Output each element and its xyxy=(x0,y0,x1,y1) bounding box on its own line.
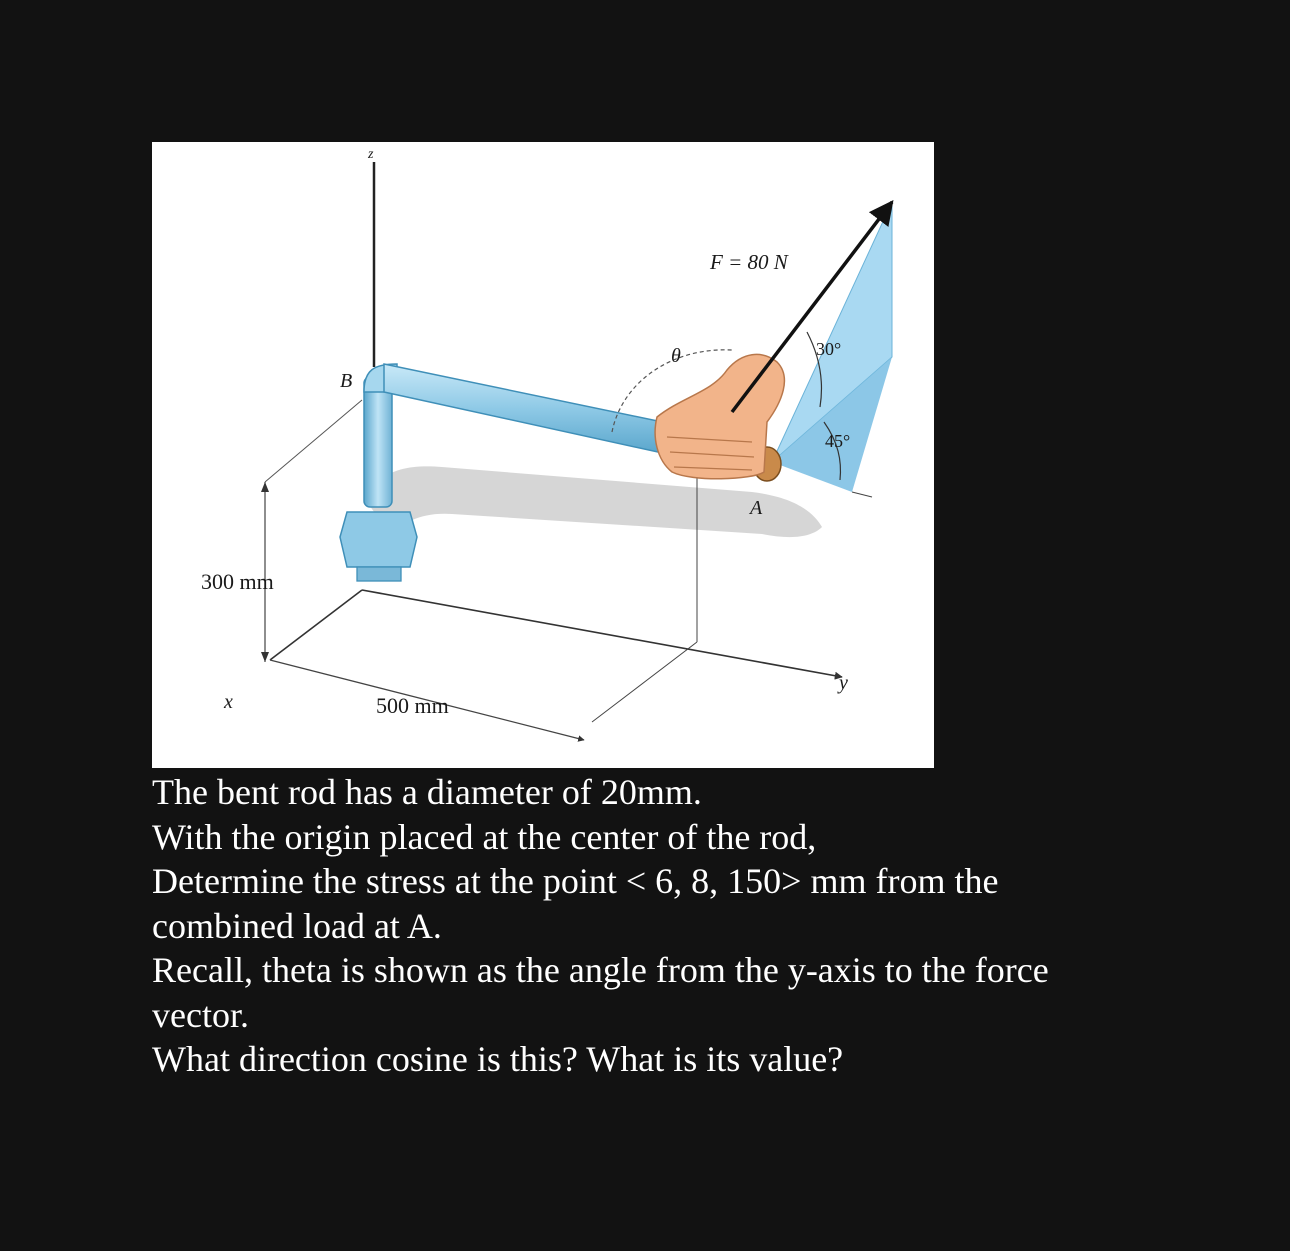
theta-label: θ xyxy=(671,345,681,367)
rod-diagram xyxy=(152,142,934,768)
angle-45-label: 45° xyxy=(825,431,851,451)
problem-line: Recall, theta is shown as the angle from the y-axis to the force vector. xyxy=(152,950,1049,1035)
problem-line: With the origin placed at the center of the rod, xyxy=(152,816,817,857)
height-dimension-label: 300 mm xyxy=(201,569,274,594)
angle-ref-line xyxy=(852,492,872,497)
z-axis-label: z xyxy=(368,147,374,162)
hand xyxy=(655,354,784,478)
point-b-label: B xyxy=(340,370,353,392)
rod-horizontal xyxy=(384,364,672,454)
problem-line: Determine the stress at the point < 6, 8, 150> mm from the combined load at A. xyxy=(152,861,999,946)
rod-base-fitting xyxy=(340,512,417,567)
problem-statement xyxy=(152,770,1152,1082)
height-arrow-top xyxy=(261,482,269,492)
length-dimension-label: 500 mm xyxy=(376,693,449,718)
rod-diagram-svg xyxy=(152,142,934,768)
y-axis-label: y xyxy=(839,672,848,694)
rod-vertical xyxy=(364,377,392,507)
height-extension-top xyxy=(265,400,362,482)
angle-30-label: 30° xyxy=(816,339,842,359)
problem-line: The bent rod has a diameter of 20mm. xyxy=(152,772,702,812)
rod-base-nut xyxy=(357,567,401,581)
problem-line: What direction cosine is this? What is its value? xyxy=(152,1039,844,1079)
y-axis-line xyxy=(362,590,842,677)
x-axis-line xyxy=(270,590,362,660)
force-label: F = 80 N xyxy=(710,250,788,274)
a-ground-line xyxy=(592,642,697,722)
point-a-label: A xyxy=(750,497,763,519)
height-arrow-bottom xyxy=(261,652,269,662)
x-axis-label: x xyxy=(224,691,233,713)
